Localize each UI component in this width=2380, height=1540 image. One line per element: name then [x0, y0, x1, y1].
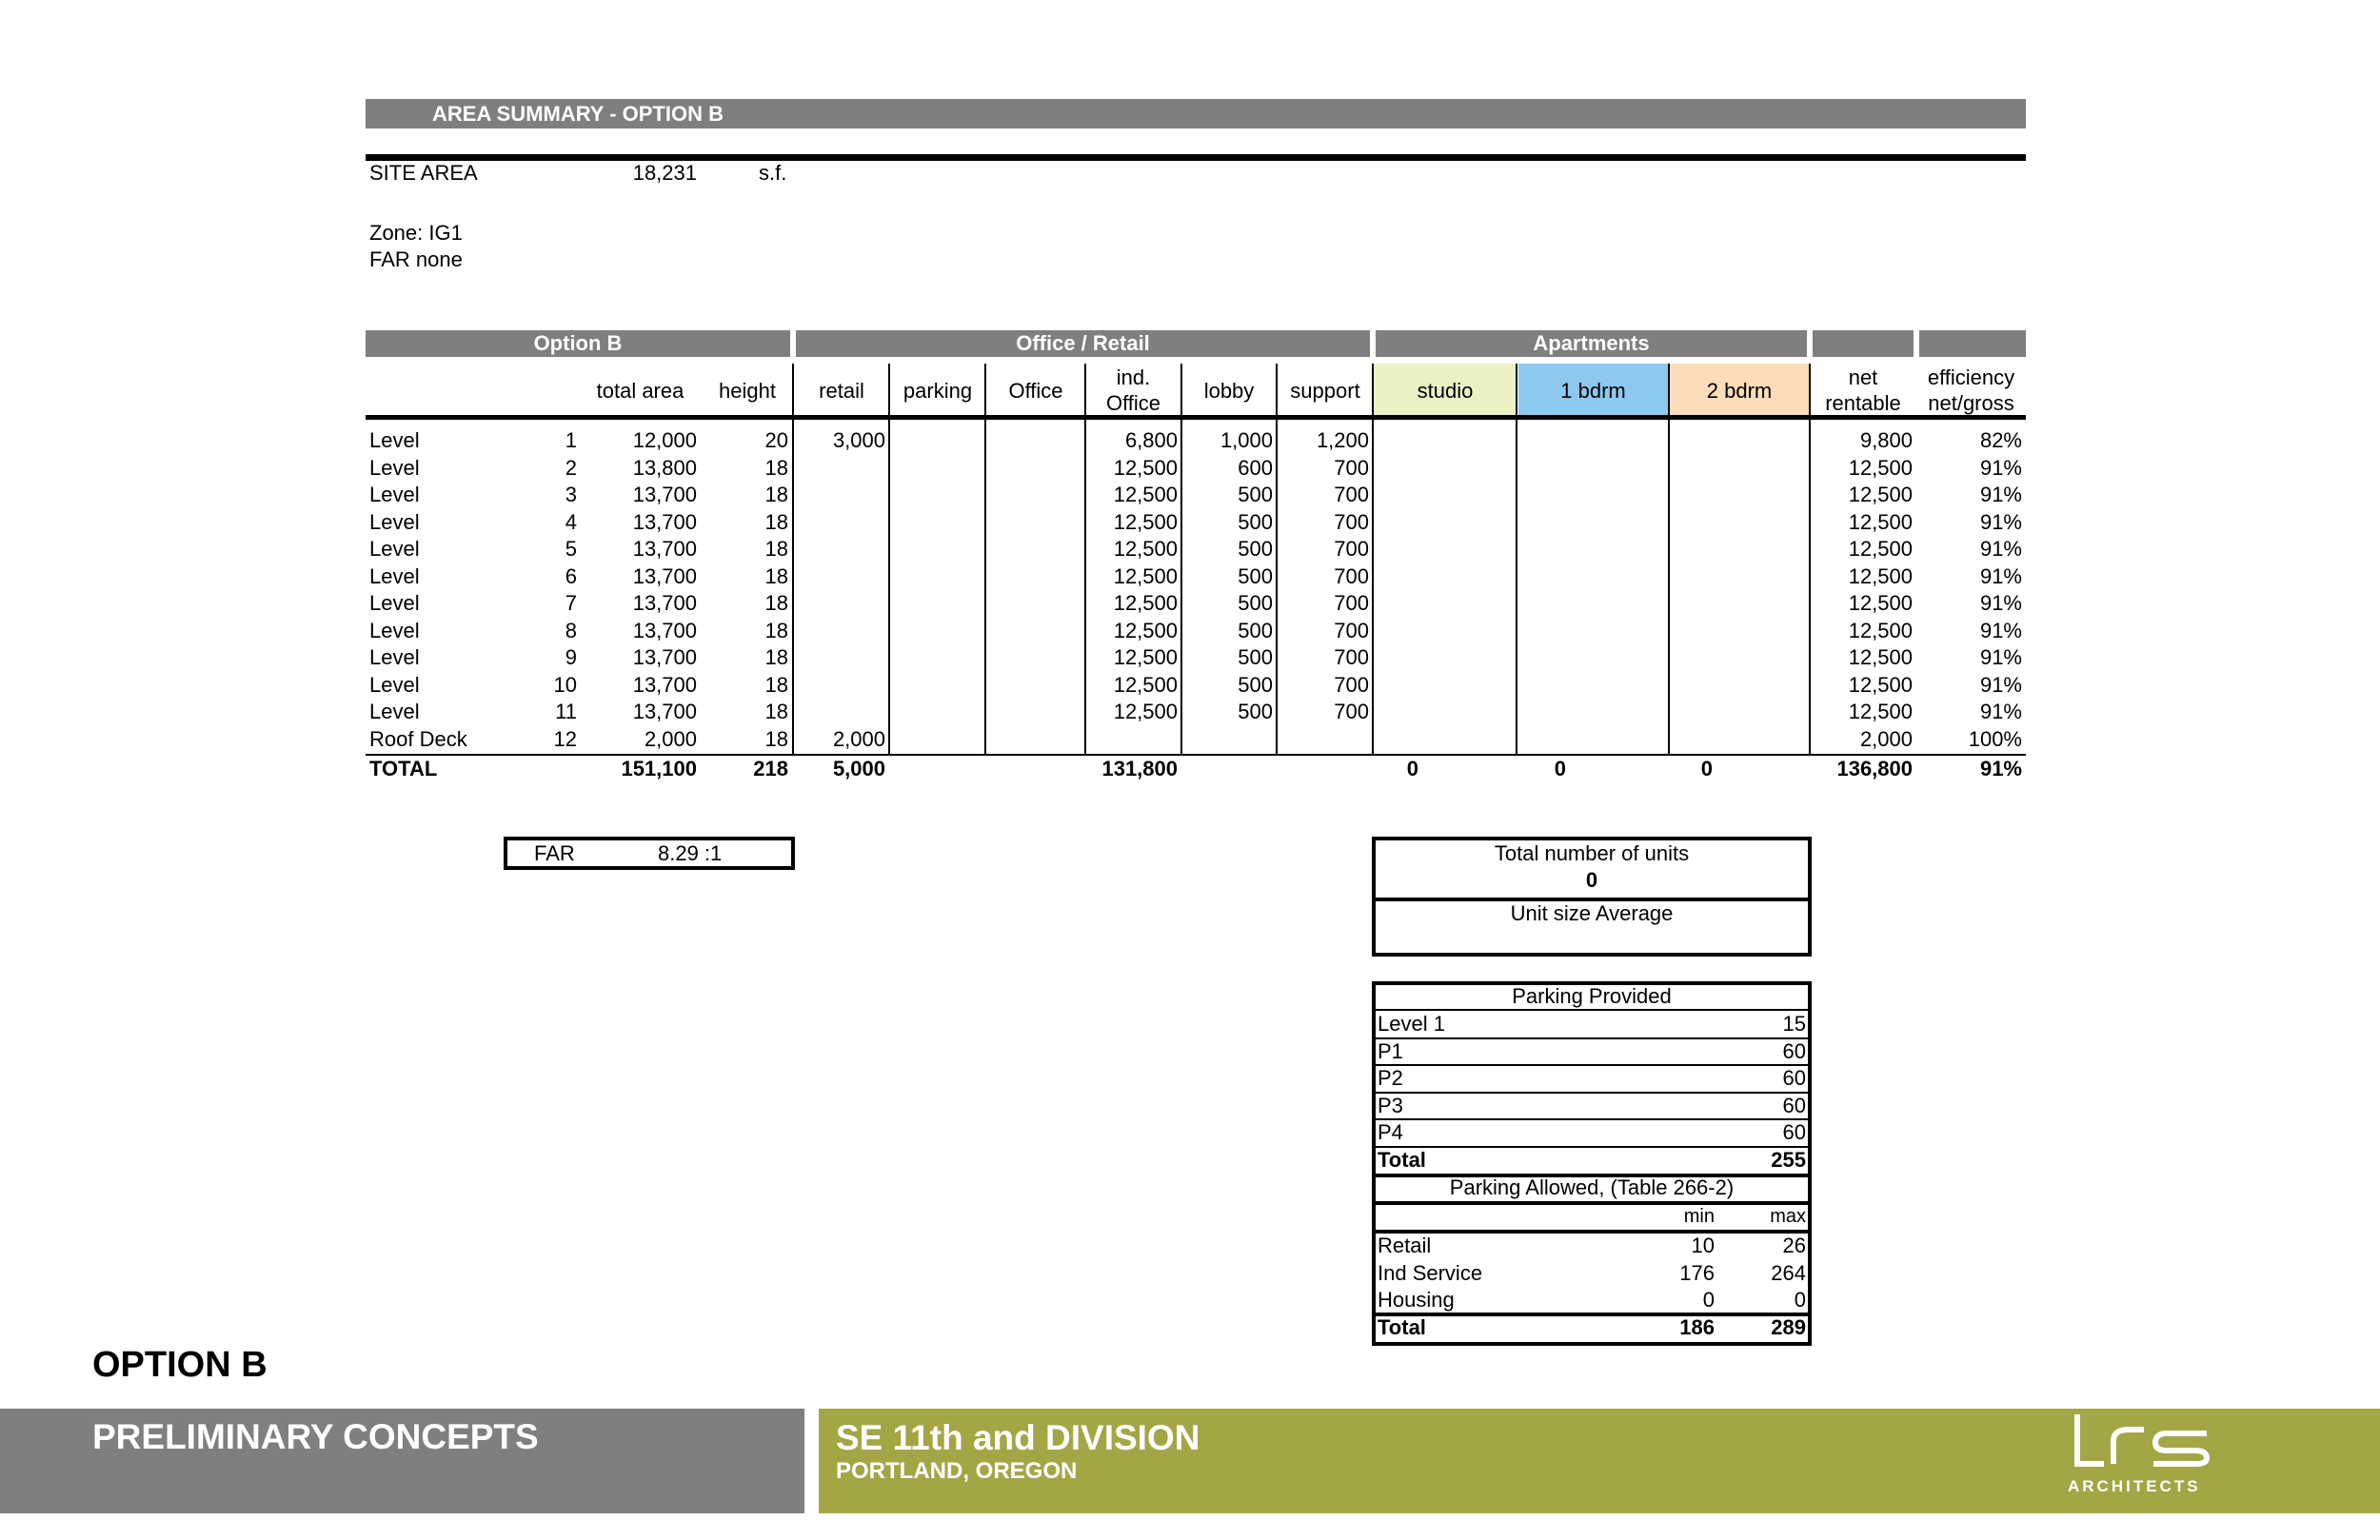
lrs-logo-sub: ARCHITECTS	[2068, 1477, 2201, 1495]
group-eff-blank	[1919, 330, 2026, 357]
row-support: 700	[1334, 537, 1369, 561]
col-2-bdrm: 2 bdrm	[1706, 378, 1773, 403]
section-title-bar	[366, 99, 2026, 128]
col-height: height	[719, 378, 776, 403]
row-height: 18	[764, 591, 788, 615]
row-label: Level	[369, 591, 420, 615]
row-total-area: 13,700	[632, 483, 697, 506]
parking-level-value: 60	[1782, 1093, 1806, 1117]
col-net-line1: net	[1848, 365, 1878, 389]
use-label: Ind Service	[1378, 1260, 1483, 1285]
parking-allowed-total	[1374, 1314, 1810, 1342]
row-height: 18	[764, 455, 788, 480]
row-label: Level	[369, 428, 420, 452]
parking-allowed-header	[1374, 1203, 1810, 1231]
row-efficiency: 91%	[1979, 591, 2022, 615]
row-support: 1,200	[1316, 428, 1369, 452]
row-lobby: 500	[1238, 563, 1273, 588]
row-net-rentable: 12,500	[1848, 455, 1913, 480]
total-height: 218	[753, 757, 788, 780]
far-text: FAR none	[369, 247, 463, 271]
group-office-retail: Office / Retail	[796, 330, 1370, 357]
row-net-rentable: 12,500	[1848, 618, 1913, 642]
row-level-number: 8	[565, 618, 577, 642]
row-height: 18	[764, 672, 788, 697]
parking-level-value: 60	[1782, 1038, 1806, 1063]
footer-left-title: PRELIMINARY CONCEPTS	[92, 1417, 539, 1456]
row-total-area: 13,700	[632, 700, 697, 723]
row-efficiency: 91%	[1979, 455, 2022, 480]
use-label: Retail	[1378, 1234, 1432, 1257]
min-value: 0	[1702, 1288, 1715, 1312]
row-total-area: 13,700	[632, 672, 697, 697]
total-eff: 91%	[1979, 757, 2022, 780]
row-support: 700	[1334, 455, 1369, 480]
table-row	[0, 699, 2380, 726]
row-label: Level	[369, 672, 420, 697]
table-row	[0, 726, 2380, 754]
row-efficiency: 82%	[1979, 428, 2022, 452]
row-retail: 3,000	[832, 428, 885, 452]
max-value: 26	[1782, 1234, 1806, 1257]
row-lobby: 500	[1238, 645, 1273, 669]
col-eff-line2: net/gross	[1928, 391, 2014, 415]
option-label: OPTION B	[92, 1345, 268, 1385]
row-ind-office: 12,500	[1113, 509, 1178, 534]
row-total-area: 13,700	[632, 509, 697, 534]
min-value: 10	[1691, 1234, 1715, 1257]
row-lobby: 500	[1238, 483, 1273, 506]
row-label: Level	[369, 483, 420, 506]
row-height: 18	[764, 483, 788, 506]
row-ind-office: 6,800	[1124, 428, 1178, 452]
row-height: 18	[764, 563, 788, 588]
row-net-rentable: 12,500	[1848, 672, 1913, 697]
parking-allowed-row	[1374, 1287, 1810, 1314]
max-value: 264	[1771, 1260, 1806, 1285]
far-box-label: FAR	[534, 841, 575, 865]
parking-provided-row	[1374, 1065, 1810, 1093]
row-level-number: 6	[565, 563, 577, 588]
far-box-value: 8.29 :1	[658, 841, 723, 865]
row-total-area: 12,000	[632, 428, 697, 452]
max-value: 0	[1794, 1288, 1806, 1312]
row-level-number: 12	[553, 726, 577, 751]
row-total-area: 13,700	[632, 563, 697, 588]
row-support: 700	[1334, 645, 1369, 669]
site-area-label: SITE AREA	[369, 161, 478, 185]
row-net-rentable: 9,800	[1859, 428, 1913, 452]
far-box	[504, 837, 795, 870]
min-value: 176	[1679, 1260, 1715, 1285]
table-body	[0, 427, 2380, 754]
row-net-rentable: 12,500	[1848, 591, 1913, 615]
row-height: 18	[764, 726, 788, 751]
row-total-area: 13,700	[632, 645, 697, 669]
zone-text: Zone: IG1	[369, 221, 463, 245]
row-level-number: 9	[565, 645, 577, 669]
table-row	[0, 618, 2380, 645]
footer-right-bar	[819, 1409, 2380, 1513]
row-net-rentable: 12,500	[1848, 700, 1913, 723]
row-label: Level	[369, 509, 420, 534]
row-height: 18	[764, 509, 788, 534]
total-2-bdrm: 0	[1700, 757, 1713, 780]
row-net-rentable: 12,500	[1848, 563, 1913, 588]
row-ind-office: 12,500	[1113, 700, 1178, 723]
row-lobby: 500	[1238, 509, 1273, 534]
table-row	[0, 509, 2380, 537]
parking-allowed-row	[1374, 1260, 1810, 1288]
row-level-number: 1	[565, 428, 577, 452]
row-efficiency: 100%	[1968, 726, 2022, 751]
row-support: 700	[1334, 563, 1369, 588]
row-ind-office: 12,500	[1113, 455, 1178, 480]
col-ind-office-line2: Office	[1105, 391, 1161, 415]
col-1-bdrm: 1 bdrm	[1560, 378, 1626, 403]
parking-provided-row	[1374, 1093, 1810, 1120]
row-efficiency: 91%	[1979, 509, 2022, 534]
row-level-number: 5	[565, 537, 577, 561]
group-option-b: Option B	[366, 330, 790, 357]
parking-level-label: P2	[1378, 1066, 1403, 1090]
row-level-number: 7	[565, 591, 577, 615]
table-row	[0, 563, 2380, 591]
parking-provided-row	[1374, 1011, 1810, 1038]
row-label: Level	[369, 618, 420, 642]
col-net-rentable	[1812, 364, 1914, 417]
units-value: 0	[1585, 868, 1598, 892]
parking-level-value: 60	[1782, 1066, 1806, 1090]
row-lobby: 500	[1238, 618, 1273, 642]
row-label: Level	[369, 455, 420, 480]
total-net: 136,800	[1836, 757, 1913, 780]
row-support: 700	[1334, 618, 1369, 642]
row-efficiency: 91%	[1979, 645, 2022, 669]
section-title: AREA SUMMARY - OPTION B	[432, 102, 724, 126]
row-total-area: 13,700	[632, 618, 697, 642]
row-level-number: 4	[565, 509, 577, 534]
col-lobby: lobby	[1203, 378, 1255, 403]
use-label: Housing	[1378, 1288, 1455, 1312]
row-lobby: 500	[1238, 672, 1273, 697]
col-office: Office	[1008, 378, 1063, 403]
row-level-number: 10	[553, 672, 577, 697]
row-total-area: 13,700	[632, 537, 697, 561]
row-support: 700	[1334, 509, 1369, 534]
col-retail: retail	[819, 378, 864, 403]
col-ind-office	[1086, 364, 1180, 417]
row-height: 18	[764, 645, 788, 669]
col-parking: parking	[902, 378, 973, 403]
row-lobby: 600	[1238, 455, 1273, 480]
row-ind-office: 12,500	[1113, 563, 1178, 588]
row-ind-office: 12,500	[1113, 537, 1178, 561]
parking-level-value: 15	[1782, 1012, 1806, 1036]
row-height: 20	[764, 428, 788, 452]
table-row	[0, 590, 2380, 618]
table-row-total	[0, 756, 2380, 784]
row-net-rentable: 2,000	[1859, 726, 1913, 751]
table-row	[0, 482, 2380, 509]
parking-level-label: P1	[1378, 1038, 1403, 1063]
unit-size-average-label: Unit size Average	[1510, 901, 1674, 925]
row-lobby: 500	[1238, 537, 1273, 561]
parking-provided-total	[1374, 1147, 1810, 1175]
row-label: Level	[369, 537, 420, 561]
row-retail: 2,000	[832, 726, 885, 751]
max-label: max	[1770, 1206, 1806, 1227]
parking-level-label: Level 1	[1378, 1012, 1445, 1036]
row-net-rentable: 12,500	[1848, 645, 1913, 669]
row-support: 700	[1334, 700, 1369, 723]
lrs-logo	[2066, 1409, 2228, 1504]
row-efficiency: 91%	[1979, 618, 2022, 642]
site-area-unit: s.f.	[759, 161, 787, 185]
total-ind-office: 131,800	[1101, 757, 1178, 780]
row-efficiency: 91%	[1979, 483, 2022, 506]
row-support: 700	[1334, 483, 1369, 506]
row-level-number: 11	[555, 700, 577, 723]
parking-level-label: P3	[1378, 1093, 1403, 1117]
parking-allowed-row	[1374, 1233, 1810, 1260]
row-height: 18	[764, 537, 788, 561]
parking-provided-row	[1374, 1119, 1810, 1147]
total-area: 151,100	[621, 757, 697, 780]
row-total-area: 13,800	[632, 455, 697, 480]
table-row	[0, 536, 2380, 563]
site-area-value: 18,231	[632, 161, 697, 185]
table-row	[0, 672, 2380, 700]
row-height: 18	[764, 618, 788, 642]
parking-provided-title: Parking Provided	[1512, 984, 1672, 1008]
parking-allowed-title: Parking Allowed, (Table 266-2)	[1449, 1175, 1735, 1199]
row-height: 18	[764, 700, 788, 723]
row-efficiency: 91%	[1979, 537, 2022, 561]
row-net-rentable: 12,500	[1848, 483, 1913, 506]
allowed-total-max: 289	[1771, 1314, 1806, 1339]
col-total-area: total area	[596, 378, 684, 403]
divider	[1374, 1230, 1810, 1234]
row-label: Level	[369, 700, 420, 723]
row-support: 700	[1334, 672, 1369, 697]
row-lobby: 500	[1238, 700, 1273, 723]
total-label: TOTAL	[369, 757, 438, 780]
project-location: PORTLAND, OREGON	[836, 1458, 1078, 1484]
table-row	[0, 455, 2380, 483]
col-efficiency	[1916, 364, 2026, 417]
group-net-blank	[1813, 330, 1914, 357]
footer-left-bar	[0, 1409, 804, 1513]
row-ind-office: 12,500	[1113, 672, 1178, 697]
parking-provided-row	[1374, 1038, 1810, 1066]
col-net-line2: rentable	[1825, 391, 1901, 415]
units-title: Total number of units	[1494, 841, 1690, 865]
allowed-total-min: 186	[1679, 1314, 1715, 1339]
col-support: support	[1290, 378, 1360, 403]
parking-total-value: 255	[1771, 1147, 1806, 1172]
lrs-logo-mark	[2066, 1409, 2228, 1477]
col-eff-line1: efficiency	[1927, 365, 2015, 389]
min-label: min	[1683, 1206, 1715, 1227]
row-label: Level	[369, 563, 420, 588]
row-label: Roof Deck	[369, 726, 467, 751]
row-ind-office: 12,500	[1113, 618, 1178, 642]
project-name: SE 11th and DIVISION	[836, 1418, 1200, 1457]
row-ind-office: 12,500	[1113, 645, 1178, 669]
row-efficiency: 91%	[1979, 563, 2022, 588]
parking-level-value: 60	[1782, 1120, 1806, 1144]
table-row	[0, 427, 2380, 455]
parking-total-label: Total	[1378, 1147, 1426, 1172]
total-1-bdrm: 0	[1554, 757, 1566, 780]
row-efficiency: 91%	[1979, 700, 2022, 723]
total-studio: 0	[1406, 757, 1418, 780]
row-lobby: 1,000	[1220, 428, 1273, 452]
total-retail: 5,000	[832, 757, 885, 780]
row-label: Level	[369, 645, 420, 669]
header-rule	[366, 415, 2026, 420]
row-total-area: 13,700	[632, 591, 697, 615]
row-lobby: 500	[1238, 591, 1273, 615]
group-apartments: Apartments	[1376, 330, 1807, 357]
col-studio: studio	[1417, 378, 1474, 403]
col-ind-office-line1: ind.	[1116, 365, 1151, 389]
row-level-number: 2	[565, 455, 577, 480]
row-net-rentable: 12,500	[1848, 537, 1913, 561]
row-total-area: 2,000	[644, 726, 697, 751]
row-ind-office: 12,500	[1113, 591, 1178, 615]
units-box	[1372, 837, 1812, 957]
row-net-rentable: 12,500	[1848, 509, 1913, 534]
table-row	[0, 644, 2380, 672]
row-ind-office: 12,500	[1113, 483, 1178, 506]
row-efficiency: 91%	[1979, 672, 2022, 697]
allowed-total-label: Total	[1378, 1314, 1426, 1339]
row-level-number: 3	[565, 483, 577, 506]
row-support: 700	[1334, 591, 1369, 615]
parking-level-label: P4	[1378, 1120, 1403, 1144]
